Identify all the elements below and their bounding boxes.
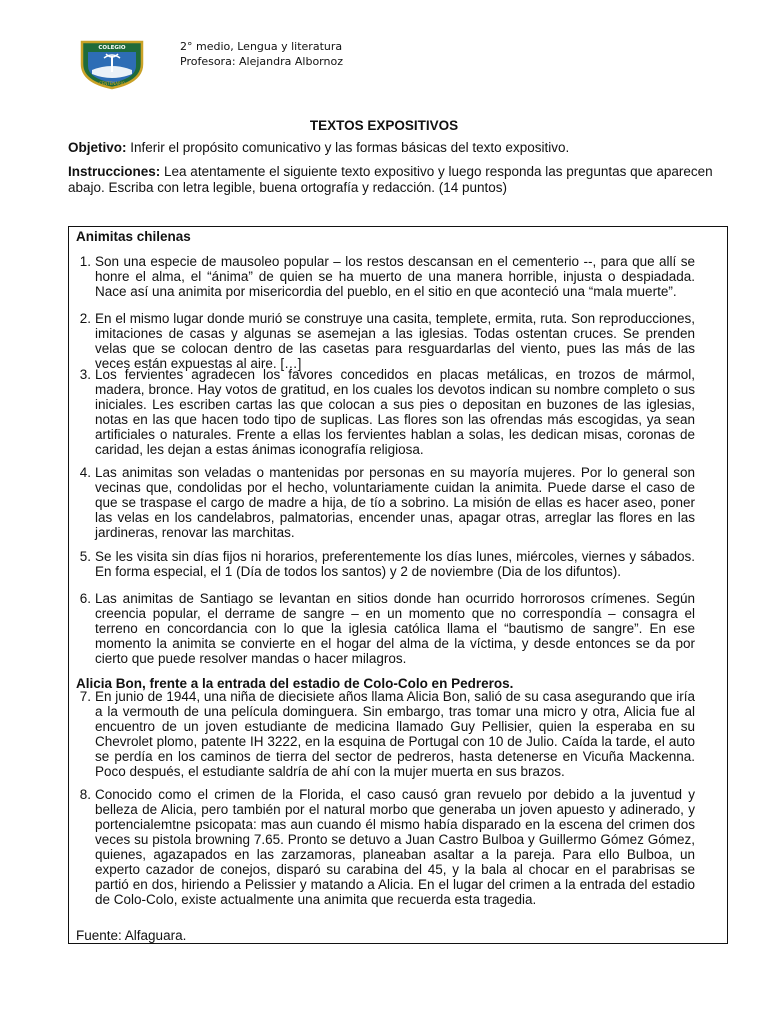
section-title-animitas: Animitas chilenas: [76, 229, 191, 244]
teacher-line: Profesora: Alejandra Albornoz: [180, 55, 343, 68]
header-info: [180, 39, 343, 69]
item-text: Son una especie de mausoleo popular – los restos descansan en el cementerio --, para que allí se honre el alma, el “ánima” de quien se ha muerto de una manera horrible, injusta o despiadada. Nace así una animita por misericordia del pueblo, en el sitio en que aconteció una “mala muerte”.: [95, 254, 695, 299]
item-text: Las animitas de Santiago se levantan en sitios donde han ocurrido horrorosos crímenes. Según creencia popular, el derrame de sangre – en un momento que no correspondía – consagra el terreno en concordancia con lo que la iglesia católica llama el “bautismo de sangre”. En ese momento la animita se convierte en el hogar del alma de la víctima, y desde entonces se da por cierto que puede resolver mandas o hacer milagros.: [95, 591, 695, 666]
instructions: [68, 164, 730, 196]
list-item: [79, 367, 695, 457]
section-title-alicia-bon: Alicia Bon, frente a la entrada del estadio de Colo-Colo en Pedreros.: [76, 676, 514, 691]
item-text: Se les visita sin días fijos ni horarios, preferentemente los días lunes, miércoles, viernes y sábados. En forma especial, el 1 (Día de todos los santos) y 2 de noviembre (Dia de los difuntos).: [95, 549, 695, 579]
item-number: 8.: [79, 787, 91, 802]
list-item: [79, 549, 695, 579]
item-number: 5.: [79, 549, 91, 564]
item-number: 7.: [79, 689, 91, 704]
objective: [68, 140, 730, 156]
list-item: [79, 254, 695, 299]
list-item: [79, 465, 695, 540]
item-text: En el mismo lugar donde murió se construye una casita, templete, ermita, ruta. Son reproducciones, imitaciones de casas y algunas se asemejan a las iglesias. Todas ostentan cruces. Se prenden velas que se colocan dentro de las casetas para resguardarlas del viento, pues las más de las veces están expuestas al aire. […]: [95, 311, 695, 371]
reading-box: [68, 226, 728, 944]
page-title: TEXTOS EXPOSITIVOS: [309, 118, 459, 133]
item-number: 1.: [79, 254, 91, 269]
item-text: Los fervientes agradecen los favores concedidos en placas metálicas, en trozos de mármol, madera, bronce. Hay votos de gratitud, en los cuales los devotos indican su nombre completo o sus iniciales. Les escriben cartas las que colocan a sus pies o depositan en buzones de las iglesias, notas en las que hacen todo tipo de suplicas. Las flores son las ofrendas más escogidas, ya sean artificiales o naturales. Frente a ellas los fervientes hablan a solas, les dedican misas, coronas de caridad, les dejan a estas ánimas iconografía religiosa.: [95, 367, 695, 457]
logo-top-text: COLEGIO: [98, 45, 126, 51]
list-item: [79, 591, 695, 666]
logo-bottom-text: CENTENARIO: [98, 81, 126, 86]
objective-label: Objetivo:: [68, 140, 127, 155]
list-item: [79, 787, 695, 907]
item-number: 3.: [79, 367, 91, 382]
item-text: Conocido como el crimen de la Florida, el caso causó gran revuelo por debido a la juventud y belleza de Alicia, pero también por el natural morbo que generaba un joven apuesto y adinerado, y portencialemtne psicopata: mas aun cuando él mismo había disparado en la escena del crimen dos veces su pistola browning 7.65. Pronto se detuvo a Juan Castro Bulboa y Guillermo Gómez Gómez, quienes, agazapados en las zarzamoras, planeaban asaltar a la pareja. Para ello Bulboa, un experto cazador de conejos, disparó su carabina del 45, y la bala al chocar en el parabrisas se partió en dos, hiriendo a Pelissier y matando a Alicia. En el lugar del crimen a la entrada del estadio de Colo-Colo, existe actualmente una animita que recuerda esta tragedia.: [95, 787, 695, 907]
objective-text: Inferir el propósito comunicativo y las formas básicas del texto expositivo.: [126, 140, 570, 155]
list-item: [79, 311, 695, 371]
item-number: 4.: [79, 465, 91, 480]
school-logo: [78, 40, 146, 90]
source-citation: Fuente: Alfaguara.: [76, 928, 187, 943]
item-number: 2.: [79, 311, 91, 326]
item-text: En junio de 1944, una niña de diecisiete años llama Alicia Bon, salió de su casa asegurando que iría a la vermouth de una película dominguera. Sin embargo, tras tomar una micro y otra, Alicia fue al encuentro de un joven estudiante de medicina llamado Guy Pellisier, quien la esperaba en su Chevrolet plomo, patente IH 3222, en la esquina de Portugal con 10 de Julio. Caída la tarde, el auto se perdía en los caminos de tierra del sector de pedreros, hasta detenerse en Vicuña Mackenna. Poco después, el estudiante saldría de ahí con la mujer muerta en sus brazos.: [95, 689, 695, 779]
instructions-label: Instrucciones:: [68, 164, 161, 179]
list-item: [79, 689, 695, 779]
item-number: 6.: [79, 591, 91, 606]
course-line: 2° medio, Lengua y literatura: [180, 40, 343, 53]
item-text: Las animitas son veladas o mantenidas por personas en su mayoría mujeres. Por lo general son vecinas que, condolidas por el hecho, voluntariamente cuidan la animita. Puede darse el caso de que se traspase el cargo de madre a hija, de tío a sobrino. La misión de ellas es hacer aseo, poner las velas en los candelabros, palmatorias, encender unas, apagar otras, arreglar las flores en las jardineras, renovar las marchitas.: [95, 465, 695, 540]
instructions-text: Lea atentamente el siguiente texto expositivo y luego responda las preguntas que aparecen abajo. Escriba con letra legible, buena ortografía y redacción. (14 puntos): [68, 164, 713, 195]
